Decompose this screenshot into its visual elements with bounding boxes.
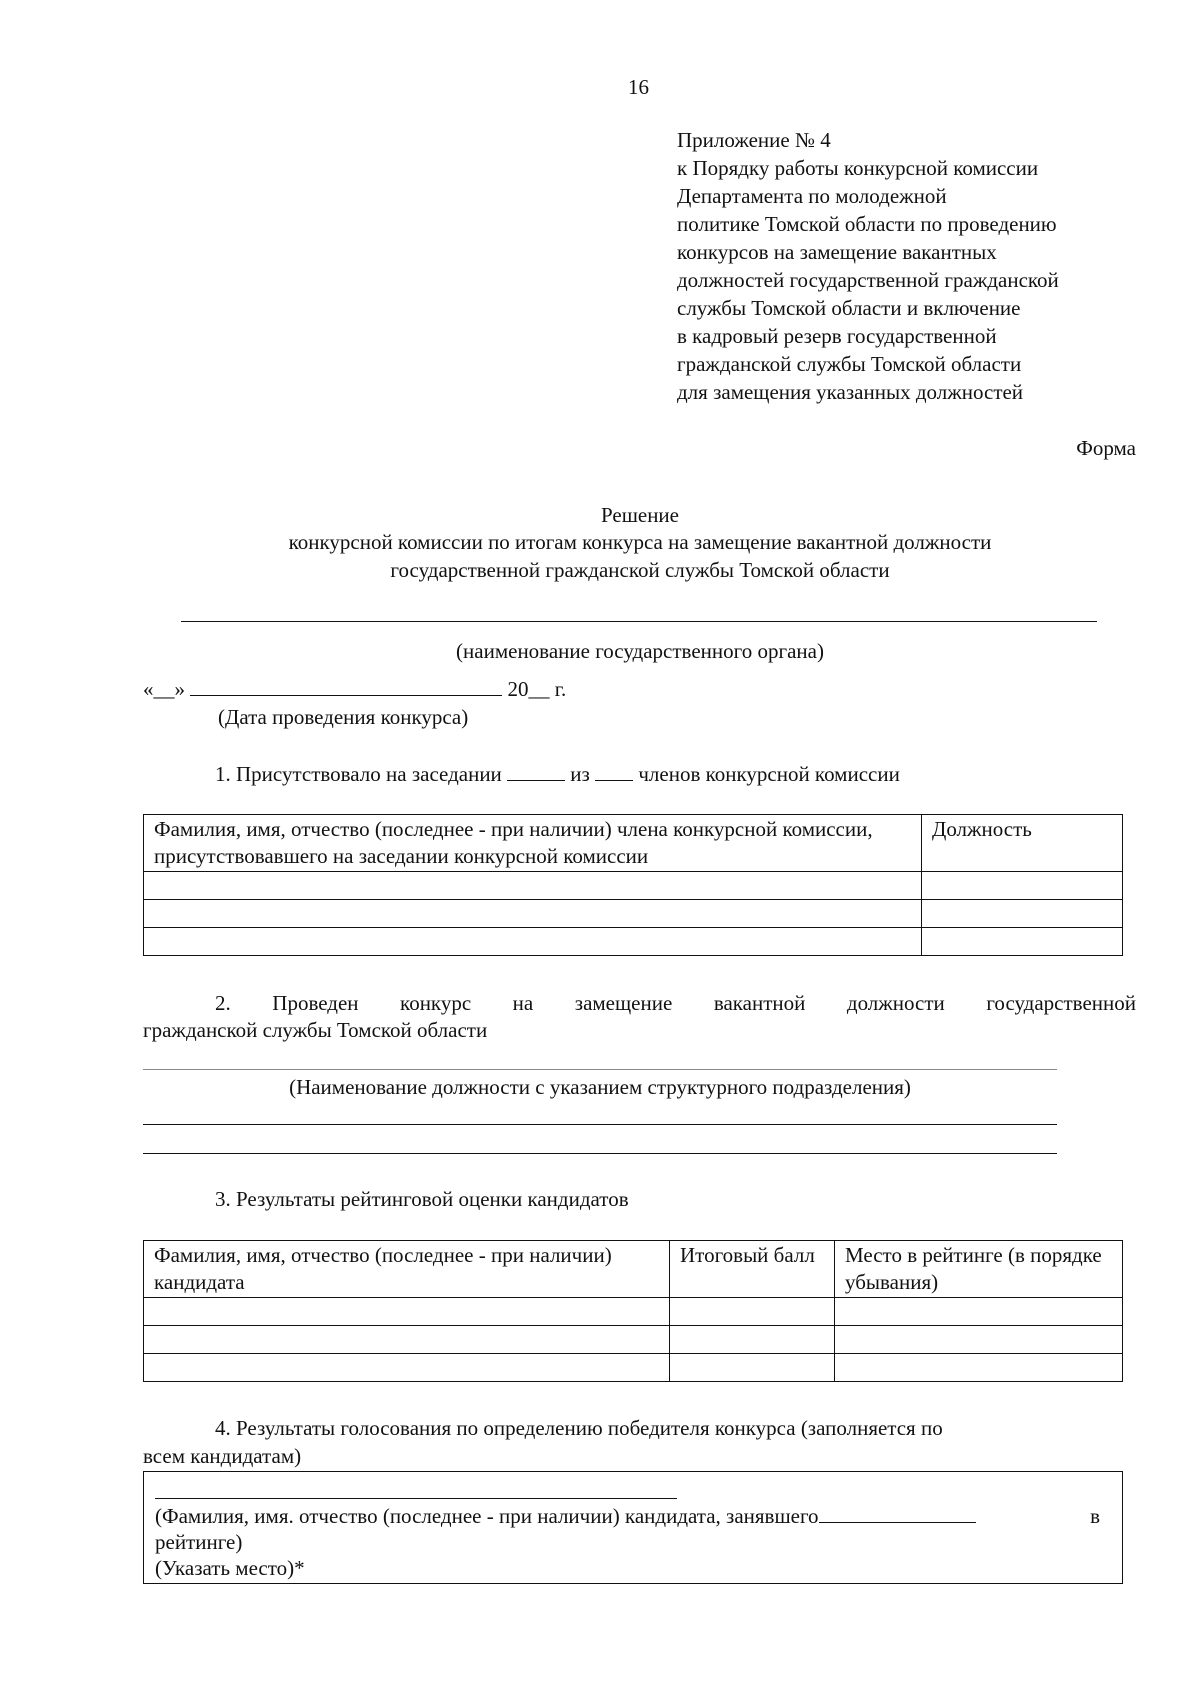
- appendix-line: должностей государственной гражданской: [677, 268, 1059, 292]
- date-day[interactable]: «__»: [143, 677, 185, 701]
- section3-text: 3. Результаты рейтинговой оценки кандидатов: [215, 1187, 629, 1211]
- section1-label: 1. Присутствовало на заседании: [215, 762, 502, 786]
- appendix-line: в кадровый резерв государственной: [677, 324, 997, 348]
- form-label: Форма: [1076, 436, 1136, 460]
- box-line3: (Указать место)*: [155, 1556, 305, 1580]
- org-caption: (наименование государственного органа): [456, 639, 824, 663]
- appendix-line: Приложение № 4: [677, 128, 831, 152]
- section4-line1: 4. Результаты голосования по определению победителя конкурса (заполняется по: [215, 1416, 943, 1440]
- section4-line2: всем кандидатам): [143, 1444, 302, 1468]
- page-number: 16: [628, 75, 649, 99]
- appendix-block: [677, 126, 1059, 406]
- table-header: Фамилия, имя, отчество (последнее - при наличии) члена конкурсной комиссии, присутствовавшего на заседании конкурсной комиссии: [144, 815, 922, 872]
- section1-text: [215, 760, 900, 788]
- section2-text: 2. Проведен конкурс на замещение вакантной должности государственной: [215, 991, 1136, 1015]
- date-year[interactable]: 20__ г.: [507, 677, 567, 701]
- table-header-row: [144, 1241, 1123, 1298]
- title-line: конкурсной комиссии по итогам конкурса на замещение вакантной должности: [288, 530, 992, 554]
- candidate-name-line[interactable]: [155, 1498, 677, 1499]
- table-row[interactable]: [144, 1298, 1123, 1326]
- appendix-line: гражданской службы Томской области: [677, 352, 1022, 376]
- total-count-field[interactable]: [595, 760, 633, 781]
- table-row[interactable]: [144, 928, 1123, 956]
- section2-line1: [143, 989, 1136, 1017]
- rating-place-field[interactable]: [819, 1502, 976, 1523]
- table-row[interactable]: [144, 1354, 1123, 1382]
- box-line1-end: в: [1090, 1504, 1100, 1528]
- position-name-line[interactable]: [143, 1069, 1057, 1070]
- table-header: Фамилия, имя, отчество (последнее - при наличии) кандидата: [144, 1241, 670, 1298]
- appendix-line: к Порядку работы конкурсной комиссии: [677, 156, 1039, 180]
- appendix-line: конкурсов на замещение вакантных: [677, 240, 997, 264]
- table-row[interactable]: [144, 872, 1123, 900]
- box-caption: (Фамилия, имя. отчество (последнее - при наличии) кандидата, занявшего: [155, 1504, 819, 1528]
- table-row[interactable]: [144, 1326, 1123, 1354]
- position-line-3[interactable]: [143, 1153, 1057, 1154]
- org-name-line[interactable]: [181, 621, 1097, 622]
- date-caption: (Дата проведения конкурса): [218, 705, 469, 729]
- section1-of: из: [570, 762, 590, 786]
- appendix-line: политике Томской области по проведению: [677, 212, 1057, 236]
- title-line: государственной гражданской службы Томской области: [390, 558, 890, 582]
- table-header: Место в рейтинге (в порядке убывания): [835, 1241, 1123, 1298]
- voting-result-box: [143, 1471, 1123, 1584]
- document-title: Решение: [600, 503, 679, 527]
- table-row[interactable]: [144, 900, 1123, 928]
- appendix-line: службы Томской области и включение: [677, 296, 1021, 320]
- section1-members: членов конкурсной комиссии: [638, 762, 900, 786]
- position-caption: (Наименование должности с указанием структурного подразделения): [289, 1075, 911, 1099]
- position-line-2[interactable]: [143, 1124, 1057, 1125]
- table-header: Итоговый балл: [670, 1241, 835, 1298]
- box-line2: рейтинге): [155, 1530, 243, 1554]
- appendix-line: для замещения указанных должностей: [677, 380, 1024, 404]
- members-table: [143, 814, 1123, 956]
- section2-line2: гражданской службы Томской области: [143, 1018, 488, 1042]
- present-count-field[interactable]: [507, 760, 565, 781]
- box-line1: [155, 1502, 976, 1530]
- table-header: Должность: [922, 815, 1123, 872]
- appendix-line: Департамента по молодежной: [677, 184, 947, 208]
- table-header-row: [144, 815, 1123, 872]
- date-month-field[interactable]: [190, 675, 502, 696]
- date-row: [143, 675, 566, 703]
- ratings-table: [143, 1240, 1123, 1382]
